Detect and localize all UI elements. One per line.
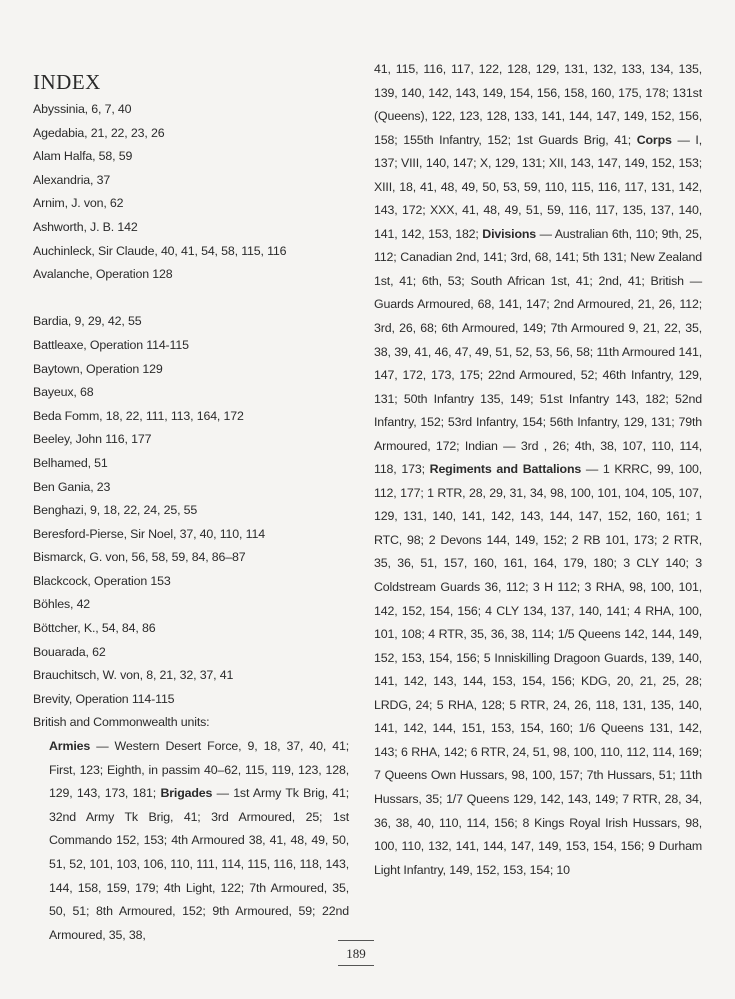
index-entry: Bardia, 9, 29, 42, 55 xyxy=(33,314,142,329)
index-entry: Bismarck, G. von, 56, 58, 59, 84, 86–87 xyxy=(33,550,246,565)
brigades-text: — 1st Army Tk Brig, 41; 32nd Army Tk Brig, 41; 3rd Armoured, 25; 1st Commando 152, 153; 4th Armoured 38, 41, 48, 49, 50, 51, 52, 101, 103, 106, 110, 111, 114, 115, 116, 118, 143, 144, 158, 159, 179; 4th Light, 122; 7th Armoured, 35, 50, 51; 8th Armoured, 152; 9th Armoured, 59; 22nd Armoured, 35, 38, xyxy=(49,786,349,942)
index-entry: Beresford-Pierse, Sir Noel, 37, 40, 110, 114 xyxy=(33,526,265,541)
corps-text: — I, 137; VIII, 140, 147; X, 129, 131; XII, 143, 147, 149, 152, 153; XIII, 18, 41, 48, 49, 50, 53, 59, 110, 115, 116, 117, 131, 142, 143, 172; XXX, 41, 48, 49, 51, 59, 116, 117, 135, 137, 140, 141, 142, 153, 182; xyxy=(374,132,702,241)
regiments-text: — 1 KRRC, 99, 100, 112, 177; 1 RTR, 28, 29, 31, 34, 98, 100, 101, 104, 105, 107, 129, 131, 140, 141, 142, 143, 144, 147, 152, 160, 161; 1 RTC, 98; 2 Devons 144, 149, 152; 2 RB 101, 173; 2 RTR, 35, 36, 51, 157, 160, 161, 164, 179, 180; 3 CLY 140; 3 Coldstream Guards 36, 112; 3 H 112; 3 RHA, 98, 100, 101, 142, 152, 154, 156; 4 CLY 134, 137, 140, 141; 4 RHA, 100, 101, 108; 4 RTR, 35, 36, 38, 114; 1/5 Queens 142, 144, 149, 152, 153, 154, 156; 5 Inniskilling Dragoon Guards, 139, 140, 141, 142, 143, 144, 153, 154, 156; KDG, 20, 21, 25, 28; LRDG, 24; 5 RHA, 128; 5 RTR, 24, 26, 118, 131, 135, 140, 141, 142, 144, 151, 153, 154, 160; 1/6 Queens 131, 142, 143; 6 RHA, 142; 6 RTR, 24, 51, 98, 100, 110, 112, 114, 169; 7 Queens Own Hussars, 98, 100, 157; 7th Hussars, 51; 11th Hussars, 35; 1/7 Queens 129, 142, 143, 149; 7 RTR, 28, 34, 36, 38, 40, 110, 114, 156; 8 Kings Royal Irish Hussars, 98, 100, 110, 132, 141, 144, 147, 149, 153, 154, 156; 9 Durham Light Infantry, 149, 152, 153, 154; 10 xyxy=(374,462,703,877)
section-gap xyxy=(33,287,348,311)
page-number-rule-bottom xyxy=(338,965,374,966)
armies-text: — Western Desert Force, 9, 18, 37, 40, 41; First, 123; Eighth, in passim 40–62, 115, 119, 123, 128, 129, 143, 173, 181; xyxy=(49,739,349,801)
page-number-rule-top xyxy=(338,940,374,941)
index-entry: Beeley, John 116, 177 xyxy=(33,432,152,447)
index-entry: Auchinleck, Sir Claude, 40, 41, 54, 58, 115, 116 xyxy=(33,243,287,258)
page-title: INDEX xyxy=(33,70,101,94)
index-entry: Ashworth, J. B. 142 xyxy=(33,219,138,234)
index-entry: Alexandria, 37 xyxy=(33,172,111,187)
regiments-label: Regiments and Battalions xyxy=(429,462,582,477)
index-entry: Böttcher, K., 54, 84, 86 xyxy=(33,621,156,636)
index-entry: Avalanche, Operation 128 xyxy=(33,267,173,282)
brigades-continued-text: 41, 115, 116, 117, 122, 128, 129, 131, 132, 133, 134, 135, 139, 140, 142, 143, 149, 154, 156, 158, 160, 175, 178; 131st (Queens), 122, 123, 128, 133, 141, 144, 147, 149, 152, 156, 158; 155th Infantry, 152; 1st Guards Brig, 41; xyxy=(374,62,702,147)
index-entry: Bouarada, 62 xyxy=(33,644,106,659)
index-entry: Baytown, Operation 129 xyxy=(33,361,163,376)
index-entry: Beda Fomm, 18, 22, 111, 113, 164, 172 xyxy=(33,408,244,423)
index-entry: Agedabia, 21, 22, 23, 26 xyxy=(33,125,165,140)
left-column xyxy=(33,60,348,947)
index-entry: Böhles, 42 xyxy=(33,597,91,612)
armies-brigades-entry xyxy=(49,735,349,947)
corps-label: Corps xyxy=(636,132,672,147)
index-entry: Ben Gania, 23 xyxy=(33,479,111,494)
index-entry: British and Commonwealth units: xyxy=(33,715,210,730)
index-entry: Blackcock, Operation 153 xyxy=(33,573,171,588)
divisions-label: Divisions xyxy=(482,226,537,241)
index-entry: Alam Halfa, 58, 59 xyxy=(33,149,133,164)
page-number: 189 xyxy=(346,946,366,961)
index-entry: Brauchitsch, W. von, 8, 21, 32, 37, 41 xyxy=(33,668,234,683)
index-entry: Benghazi, 9, 18, 22, 24, 25, 55 xyxy=(33,503,198,518)
index-entry: Belhamed, 51 xyxy=(33,455,108,470)
right-column xyxy=(374,58,702,882)
index-entry: Battleaxe, Operation 114-115 xyxy=(33,337,189,352)
divisions-text: — Australian 6th, 110; 9th, 25, 112; Canadian 2nd, 141; 3rd, 68, 141; 5th 131; New Zealand 1st, 41; 6th, 53; South African 1st, 41; 2nd, 41; British — Guards Armoured, 68, 141, 147; 2nd Armoured, 21, 26, 112; 3rd, 26, 68; 6th Armoured, 149; 7th Armoured 9, 21, 22, 35, 38, 39, 41, 46, 47, 49, 51, 52, 53, 56, 58; 11th Armoured 141, 147, 172, 173, 175; 22nd Armoured, 52; 46th Infantry, 129, 131; 50th Infantry 135, 149; 51st Infantry 143, 182; 52nd Infantry, 152; 53rd Infantry, 154; 56th Infantry, 129, 131; 79th Armoured, 172; Indian — 3rd , 26; 4th, 38, 107, 110, 114, 118, 173; xyxy=(374,226,703,477)
index-entry: Bayeux, 68 xyxy=(33,385,94,400)
armies-label: Armies xyxy=(49,739,91,754)
index-entry: Abyssinia, 6, 7, 40 xyxy=(33,102,132,116)
index-entry: Brevity, Operation 114-115 xyxy=(33,691,175,706)
continued-entry xyxy=(374,58,702,882)
index-entry: Arnim, J. von, 62 xyxy=(33,196,124,211)
brigades-label: Brigades xyxy=(160,786,213,801)
